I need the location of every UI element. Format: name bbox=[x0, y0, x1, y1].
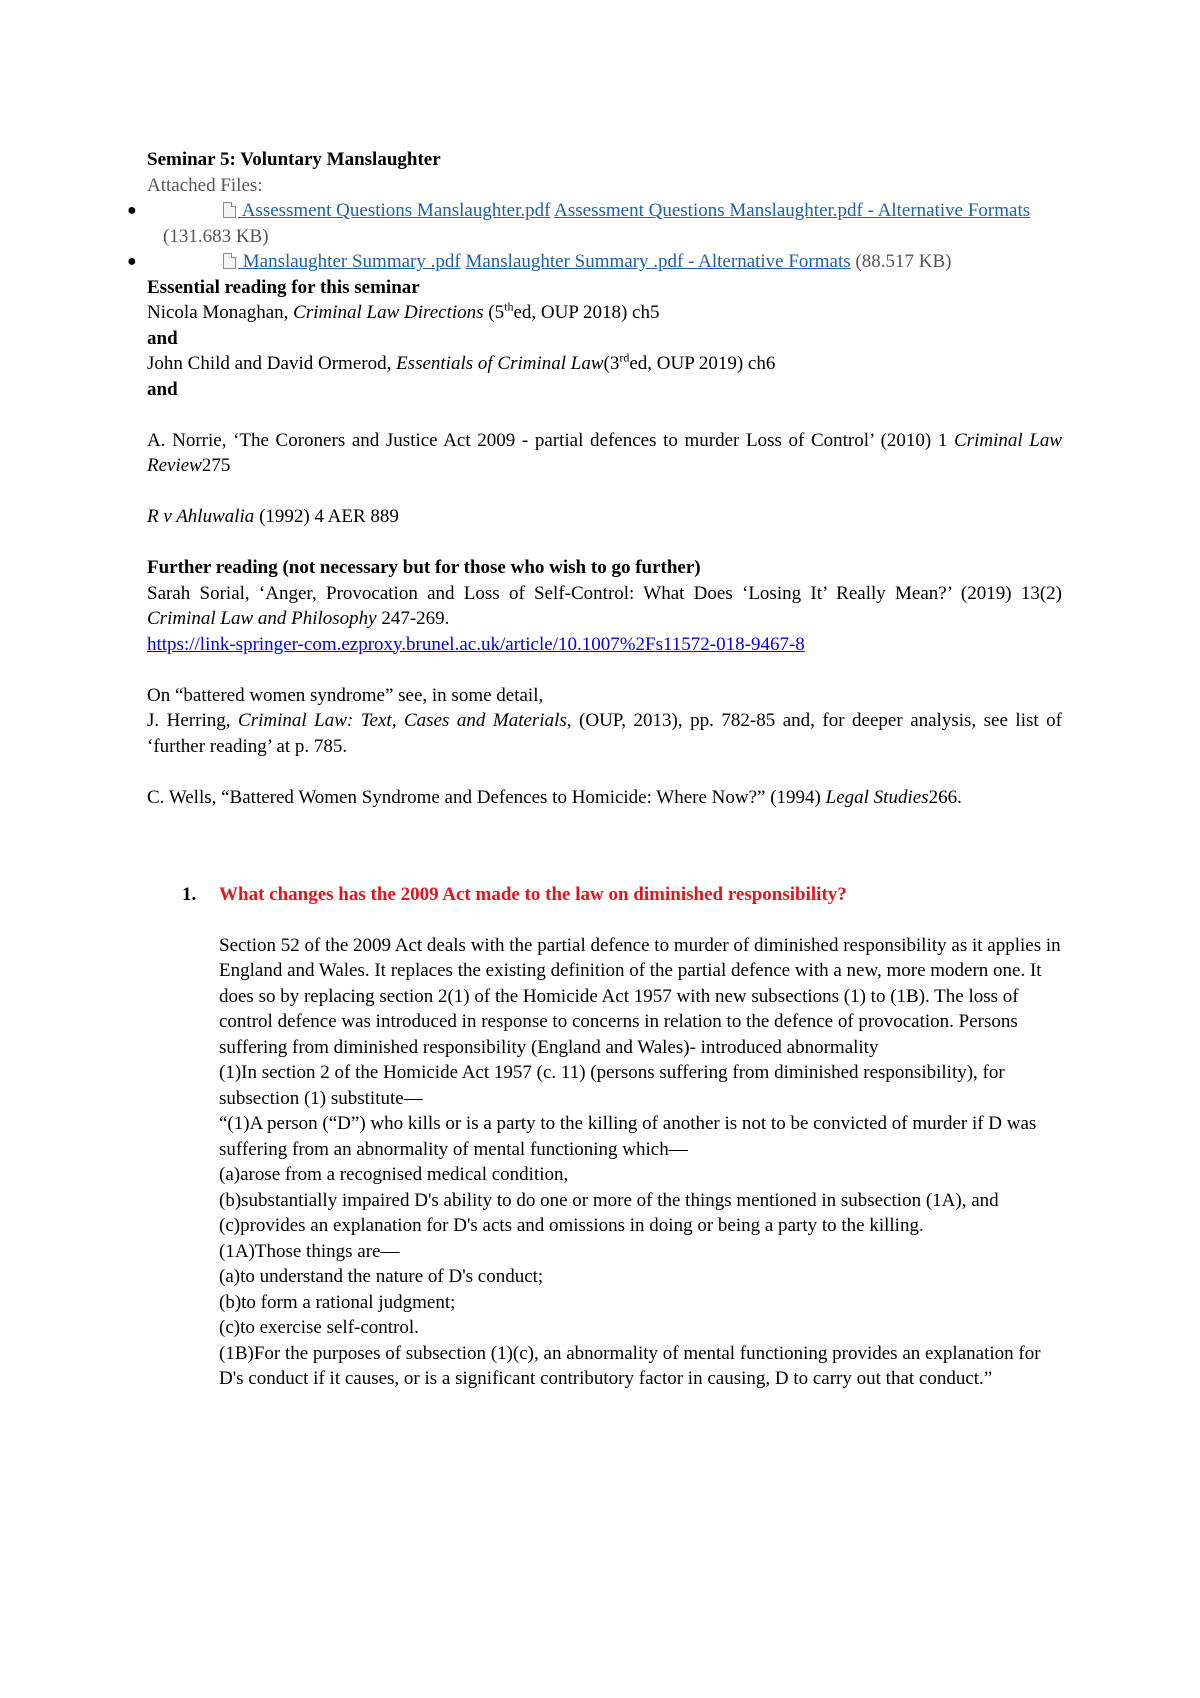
further-reading-heading: Further reading (not necessary but for those who wish to go further) bbox=[147, 557, 701, 578]
document-icon bbox=[223, 202, 236, 218]
essential-reading-heading: Essential reading for this seminar bbox=[147, 276, 420, 298]
reading-item bbox=[147, 708, 1062, 759]
reading-text: (3 bbox=[603, 353, 620, 374]
reading-title: Criminal Law and Philosophy bbox=[147, 608, 377, 629]
case-item bbox=[147, 504, 1062, 530]
article-url-link[interactable]: https://link-springer-com.ezproxy.brunel.ac.uk/article/10.1007%2Fs11572-018-9467-8 bbox=[147, 633, 805, 655]
document-page bbox=[127, 147, 1062, 1392]
file-size: (131.683 KB) bbox=[163, 225, 269, 247]
reading-item bbox=[147, 581, 1062, 632]
attached-file-item bbox=[127, 198, 1062, 249]
answer-paragraph: (c)to exercise self-control. bbox=[219, 1317, 419, 1338]
answer-paragraph: (c)provides an explanation for D's acts and omissions in doing or being a party to the killing. bbox=[219, 1215, 924, 1236]
answer-paragraph: (b)to form a rational judgment; bbox=[219, 1291, 456, 1313]
reading-text: 247-269. bbox=[376, 608, 450, 629]
answer-paragraph: (a)arose from a recognised medical condition, bbox=[219, 1164, 569, 1185]
reading-title: Legal Studies bbox=[825, 786, 929, 808]
file-alt-formats-link[interactable]: Manslaughter Summary .pdf - Alternative Formats bbox=[465, 251, 851, 272]
attached-files-list bbox=[127, 198, 1062, 275]
reading-text: J. Herring, bbox=[147, 710, 239, 731]
answer-body bbox=[219, 933, 1062, 1392]
bullet-icon: ● bbox=[127, 202, 137, 219]
reading-item bbox=[147, 785, 1062, 811]
case-name: R v Ahluwalia bbox=[147, 506, 255, 527]
reading-title: Criminal Law Directions bbox=[293, 302, 484, 323]
file-alt-formats-link[interactable]: Assessment Questions Manslaughter.pdf - Alternative Formats bbox=[554, 200, 1031, 221]
reading-sup: rd bbox=[619, 350, 630, 365]
reading-text: ed, OUP 2019) ch6 bbox=[629, 353, 776, 374]
conjunction: and bbox=[147, 327, 178, 349]
bws-intro: On “battered women syndrome” see, in some detail, bbox=[147, 684, 544, 706]
reading-author: Nicola Monaghan, bbox=[147, 302, 294, 323]
answer-paragraph: (1B)For the purposes of subsection (1)(c), an abnormality of mental functioning provides an explanation for D's conduct if it causes, or is a significant contributory factor in causing, D to carry out that conduct.” bbox=[219, 1342, 1041, 1389]
reading-sup: th bbox=[504, 299, 514, 314]
answer-paragraph: (a)to understand the nature of D's conduct; bbox=[219, 1266, 544, 1287]
answer-paragraph: (1A)Those things are— bbox=[219, 1240, 400, 1262]
page-title: Seminar 5: Voluntary Manslaughter bbox=[147, 149, 441, 170]
file-link[interactable]: Manslaughter Summary .pdf bbox=[238, 251, 461, 272]
bullet-icon: ● bbox=[127, 253, 137, 270]
reading-item bbox=[147, 351, 1062, 377]
attached-file-item bbox=[127, 249, 1062, 275]
file-size: (88.517 KB) bbox=[855, 251, 952, 272]
attached-files-label: Attached Files: bbox=[147, 174, 263, 196]
reading-text: A. Norrie, ‘The Coroners and Justice Act 2009 - partial defences to murder Loss of Control’ (2010) 1 bbox=[147, 429, 954, 451]
conjunction: and bbox=[147, 378, 178, 400]
reading-title: Criminal Law Review bbox=[147, 429, 1062, 476]
reading-text: , (OUP, 2013), pp. 782-85 and, for deeper analysis, see list of ‘further reading’ at p. 785. bbox=[147, 710, 1062, 757]
answer-paragraph: (b)substantially impaired D's ability to do one or more of the things mentioned in subsection (1A), and bbox=[219, 1189, 999, 1211]
reading-text: 266. bbox=[928, 786, 962, 808]
reading-text: 275 bbox=[201, 455, 231, 476]
answer-paragraph: Section 52 of the 2009 Act deals with the partial defence to murder of diminished responsibility as it applies in England and Wales. It replaces the existing definition of the partial defence with a new, more modern one. It does so by replacing section 2(1) of the Homicide Act 1957 with new subsections (1) to (1B). The loss of control defence was introduced in response to concerns in relation to the defence of provocation. Persons suffering from diminished responsibility (England and Wales)- introduced abnormality bbox=[219, 934, 1061, 1058]
answer-paragraph: (1)In section 2 of the Homicide Act 1957 (c. 11) (persons suffering from diminished responsibility), for subsection (1) substitute— bbox=[219, 1062, 1005, 1109]
reading-text: Sarah Sorial, ‘Anger, Provocation and Loss of Self-Control: What Does ‘Losing It’ Really Mean?’ (2019) 13(2) bbox=[147, 582, 1062, 604]
document-icon bbox=[223, 253, 236, 269]
case-citation: (1992) 4 AER 889 bbox=[254, 506, 399, 527]
reading-text: C. Wells, “Battered Women Syndrome and Defences to Homicide: Where Now?” (1994) bbox=[147, 786, 826, 808]
reading-text: (5 bbox=[483, 302, 505, 323]
question-number: 1. bbox=[182, 884, 197, 905]
question-text: What changes has the 2009 Act made to the law on diminished responsibility? bbox=[219, 884, 847, 905]
reading-author: John Child and David Ormerod, bbox=[147, 353, 397, 374]
reading-title: Essentials of Criminal Law bbox=[396, 353, 604, 374]
reading-item bbox=[147, 428, 1062, 479]
reading-text: ed, OUP 2018) ch5 bbox=[513, 302, 660, 323]
answer-paragraph: “(1)A person (“D”) who kills or is a party to the killing of another is not to be convicted of murder if D was suffering from an abnormality of mental functioning which— bbox=[219, 1113, 1037, 1160]
question-block bbox=[147, 882, 1062, 1392]
reading-title: Criminal Law: Text, Cases and Materials bbox=[238, 710, 567, 731]
file-link[interactable]: Assessment Questions Manslaughter.pdf bbox=[238, 200, 551, 221]
reading-item bbox=[147, 300, 1062, 326]
